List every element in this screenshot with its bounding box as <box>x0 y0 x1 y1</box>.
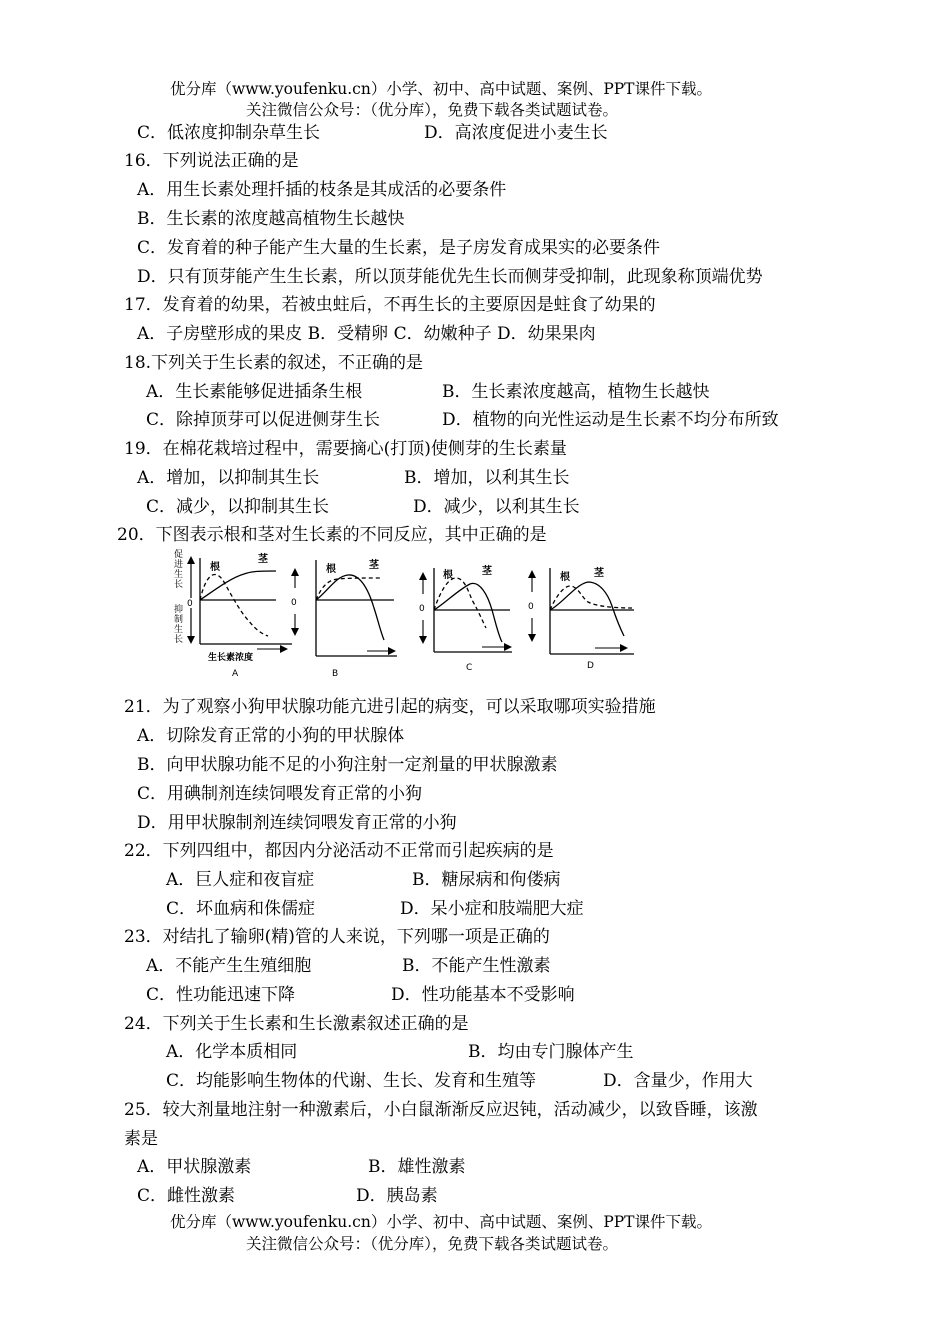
ylabel-bottom-1: 抑 <box>174 605 184 615</box>
ylabel-bottom-3: 生 <box>174 625 184 635</box>
q19-option-a: A．增加，以抑制其生长 <box>137 468 320 488</box>
q20-figure-svg <box>172 548 642 683</box>
zero-label: 0 <box>528 602 534 612</box>
ylabel-top-3: 生 <box>174 570 184 580</box>
q22-option-a: A．巨人症和夜盲症 <box>166 870 315 890</box>
q21-stem: 21．为了观察小狗甲状腺功能亢进引起的病变，可以采取哪项实验措施 <box>124 697 656 717</box>
q21-option-c: C．用碘制剂连续饲喂发育正常的小狗 <box>137 784 423 804</box>
root-label: 根 <box>210 562 220 573</box>
q22-option-c: C．坏血病和侏儒症 <box>166 899 316 919</box>
q25-option-d: D．胰岛素 <box>356 1186 438 1206</box>
q24-stem: 24．下列关于生长素和生长激素叙述正确的是 <box>124 1014 469 1034</box>
zero-label: 0 <box>291 598 297 608</box>
panel-label-d: D <box>587 661 594 671</box>
q23-option-b: B．不能产生性激素 <box>402 956 551 976</box>
root-label: 根 <box>443 570 453 581</box>
q23-option-d: D．性功能基本不受影响 <box>391 985 575 1005</box>
q18-option-a: A．生长素能够促进插条生根 <box>146 382 363 402</box>
root-curve <box>200 575 268 636</box>
zero-label: 0 <box>187 599 193 609</box>
ylabel-top-4: 长 <box>174 580 184 590</box>
panel-a <box>174 549 292 679</box>
panel-label-c: C <box>466 663 473 673</box>
q22-option-b: B．糖尿病和佝偻病 <box>412 870 561 890</box>
stem-label: 茎 <box>369 560 379 571</box>
panel-d <box>528 566 634 671</box>
q20-figure <box>172 548 642 683</box>
q18-stem: 18.下列关于生长素的叙述，不正确的是 <box>124 353 424 373</box>
root-label: 根 <box>326 564 336 575</box>
q16-option-d: D．只有顶芽能产生生长素，所以顶芽能优先生长而侧芽受抑制，此现象称顶端优势 <box>137 267 763 287</box>
q18-option-b: B．生长素浓度越高，植物生长越快 <box>442 382 710 402</box>
q24-option-b: B．均由专门腺体产生 <box>468 1042 634 1062</box>
panel-label-a: A <box>232 669 239 679</box>
q19-option-c: C．减少，以抑制其生长 <box>146 497 330 517</box>
q19-stem: 19．在棉花栽培过程中，需要摘心(打顶)使侧芽的生长素量 <box>124 439 567 459</box>
stem-curve <box>550 582 624 636</box>
q17-stem: 17．发育着的幼果，若被虫蛀后，不再生长的主要原因是蛀食了幼果的 <box>124 295 656 315</box>
q16-option-b: B．生长素的浓度越高植物生长越快 <box>137 209 405 229</box>
q15-option-c: C．低浓度抑制杂草生长 <box>137 123 321 143</box>
stem-label: 茎 <box>258 554 268 565</box>
panel-label-b: B <box>332 669 339 679</box>
q25-option-a: A．甲状腺激素 <box>137 1157 252 1177</box>
q24-option-a: A．化学本质相同 <box>166 1042 298 1062</box>
ylabel-bottom-2: 制 <box>174 615 184 625</box>
q21-option-b: B．向甲状腺功能不足的小狗注射一定剂量的甲状腺激素 <box>137 755 558 775</box>
q16-stem: 16．下列说法正确的是 <box>124 151 299 171</box>
stem-label: 茎 <box>594 568 604 579</box>
q23-option-a: A．不能产生生殖细胞 <box>146 956 312 976</box>
zero-label: 0 <box>419 604 425 614</box>
stem-label: 茎 <box>482 566 492 577</box>
footer-line-2: 关注微信公众号：（优分库），免费下载各类试题试卷。 <box>246 1235 619 1253</box>
stem-curve <box>200 571 276 600</box>
q16-option-a: A．用生长素处理扦插的枝条是其成活的必要条件 <box>137 180 507 200</box>
q18-option-c: C．除掉顶芽可以促进侧芽生长 <box>146 410 381 430</box>
header-line-2: 关注微信公众号：（优分库），免费下载各类试题试卷。 <box>246 101 619 119</box>
root-label: 根 <box>560 572 570 583</box>
panel-c <box>419 564 512 673</box>
q25-stem-line-2: 素是 <box>124 1129 158 1149</box>
q23-option-c: C．性功能迅速下降 <box>146 985 296 1005</box>
q21-option-d: D．用甲状腺制剂连续饲喂发育正常的小狗 <box>137 813 457 833</box>
q24-option-d: D．含量少，作用大 <box>603 1071 753 1091</box>
q25-option-c: C．雌性激素 <box>137 1186 236 1206</box>
q19-option-b: B．增加，以利其生长 <box>404 468 570 488</box>
q25-option-b: B．雄性激素 <box>368 1157 466 1177</box>
q22-option-d: D．呆小症和肢端肥大症 <box>400 899 584 919</box>
q20-stem: 20．下图表示根和茎对生长素的不同反应，其中正确的是 <box>117 525 547 545</box>
q15-option-d: D．高浓度促进小麦生长 <box>424 123 608 143</box>
header-line-1: 优分库（www.youfenku.cn）小学、初中、高中试题、案例、PPT课件下载。 <box>170 80 713 98</box>
q18-option-d: D．植物的向光性运动是生长素不均分布所致 <box>442 410 779 430</box>
root-curve <box>316 578 382 600</box>
stem-curve <box>434 583 502 642</box>
ylabel-top-1: 促 <box>174 550 184 560</box>
q25-stem-line-1: 25．较大剂量地注射一种激素后，小白鼠渐渐反应迟钝，活动减少，以致昏睡，该激 <box>124 1100 758 1120</box>
x-axis-label: 生长素浓度 <box>208 653 254 663</box>
ylabel-bottom-4: 长 <box>174 635 184 645</box>
q19-option-d: D．减少，以利其生长 <box>413 497 580 517</box>
q24-option-c: C．均能影响生物体的代谢、生长、发育和生殖等 <box>166 1071 537 1091</box>
q22-stem: 22．下列四组中，都因内分泌活动不正常而引起疾病的是 <box>124 841 554 861</box>
q17-options: A．子房壁形成的果皮 B．受精卵 C．幼嫩种子 D．幼果果肉 <box>137 324 596 344</box>
q23-stem: 23．对结扎了输卵(精)管的人来说，下列哪一项是正确的 <box>124 927 550 947</box>
q21-option-a: A．切除发育正常的小狗的甲状腺体 <box>137 726 405 746</box>
panel-b <box>291 558 397 679</box>
q16-option-c: C．发育着的种子能产生大量的生长素，是子房发育成果实的必要条件 <box>137 238 661 258</box>
stem-curve <box>316 575 384 640</box>
root-curve <box>550 586 632 610</box>
ylabel-top-2: 进 <box>174 560 184 570</box>
footer-line-1: 优分库（www.youfenku.cn）小学、初中、高中试题、案例、PPT课件下载。 <box>170 1213 713 1231</box>
